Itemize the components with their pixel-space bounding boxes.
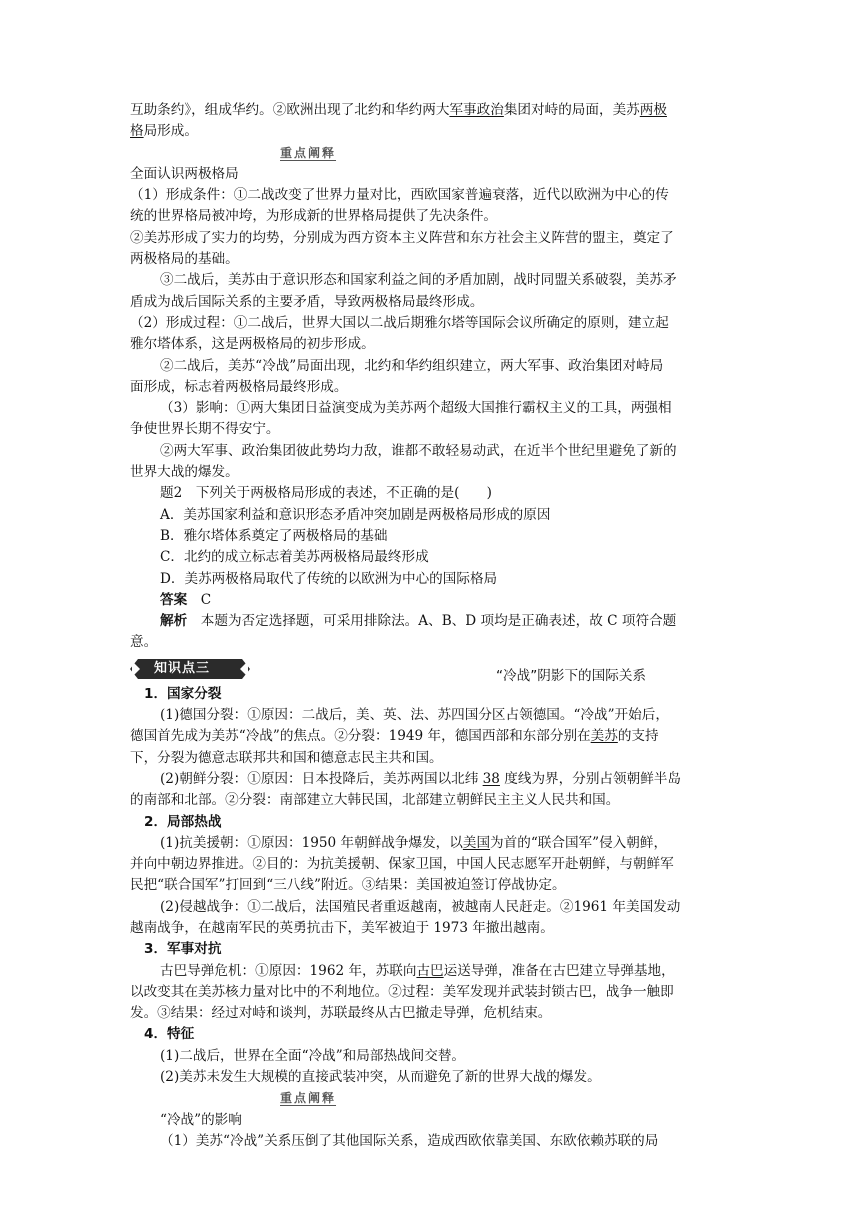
text-line: 面形成，标志着两极格局最终形成。	[130, 378, 348, 395]
text-line	[130, 100, 732, 121]
text-line: （3）影响：①两大集团日益演变成为美苏两个超级大国推行霸权主义的工具，两强相	[160, 400, 672, 417]
text-line	[130, 833, 732, 854]
option-c: C．北约的成立标志着美苏两极格局最终形成	[160, 549, 429, 566]
question-stem: 题2 下列关于两极格局形成的表述，不正确的是( )	[160, 485, 492, 502]
underlined-text: 美苏	[590, 728, 618, 745]
text-line	[130, 1067, 732, 1088]
text-line	[130, 918, 732, 939]
text-line: ②二战后，美苏“冷战”局面出现，北约和华约组织建立，两大军事、政治集团对峙局	[160, 357, 664, 374]
text-fragment: 互助条约》，组成华约。②欧洲出现了北约和华约两大	[130, 102, 450, 118]
text-fragment: 以改变其在美苏核力量对比中的不利地位。②过程：美军发现并武装封锁古巴，战争一触即	[130, 983, 674, 1000]
text-fragment: 的支持	[617, 728, 659, 745]
focus-label: 重点阐释	[280, 145, 337, 160]
text-line	[130, 748, 732, 769]
text-line: （1）形成条件：①二战改变了世界力量对比，西欧国家普遍衰落，近代以欧洲为中心的传	[130, 187, 669, 204]
option-a: A．美苏国家利益和意识形态矛盾冲突加剧是两极格局形成的原因	[160, 506, 551, 523]
section-header	[130, 656, 732, 682]
answer-line	[130, 590, 732, 611]
text-fragment: 越南战争，在越南军民的英勇抗击下，美军被迫于 1973 年撤出越南。	[130, 919, 554, 936]
block-title: 全面认识两极格局	[130, 165, 239, 182]
text-fragment: 下，分裂为德意志联邦共和国和德意志民主共和国。	[130, 749, 443, 766]
analysis-line	[130, 611, 732, 632]
text-fragment: 运送导弹，准备在古巴建立导弹基地，	[443, 962, 675, 979]
section-ribbon-label: 知识点三	[154, 660, 211, 676]
text-fragment: 发。③结果：经过对峙和谈判，苏联最终从古巴撤走导弹，危机结束。	[130, 1005, 552, 1022]
subheading: 2．局部热战	[144, 813, 222, 830]
text-line	[130, 1046, 732, 1067]
answer-label: 答案	[160, 591, 188, 608]
text-line	[130, 1003, 732, 1024]
focus-label: 重点阐释	[280, 1091, 337, 1106]
text-line	[130, 726, 732, 747]
text-line: 争使世界长期不得安宁。	[130, 421, 280, 438]
text-fragment: 德国首先成为美苏“冷战”的焦点。②分裂：1949 年，德国西部和东部分别在	[130, 728, 591, 745]
answer-value: C	[200, 591, 212, 608]
text-fragment: (2)美苏未发生大规模的直接武装冲突，从而避免了新的世界大战的爆发。	[160, 1069, 601, 1086]
underlined-text: 美国	[462, 834, 491, 851]
text-line: ②两大军事、政治集团彼此势均力敌，谁都不敢轻易动武，在近半个世纪里避免了新的	[160, 442, 677, 459]
subheading: 1．国家分裂	[144, 685, 222, 702]
text-fragment: 并向中朝边界推进。②目的：为抗美援朝、保家卫国，中国人民志愿军开赴朝鲜，与朝鲜军	[130, 856, 674, 873]
underlined-text: 军事政治	[449, 102, 504, 118]
analysis-label: 解析	[160, 613, 188, 630]
text-fragment: 集团对峙的局面，美苏	[503, 102, 640, 118]
text-line	[130, 769, 732, 790]
subheading: 3．军事对抗	[144, 941, 222, 958]
text-fragment: 的南部和北部。②分裂：南部建立大韩民国，北部建立朝鲜民主主义人民共和国。	[130, 792, 620, 809]
underlined-text: 38	[482, 770, 500, 787]
text-fragment: 民把“联合国军”打回到“三八线”附近。③结果：美国被迫签订停战协定。	[130, 877, 566, 894]
underlined-text: 两极	[639, 102, 667, 118]
text-fragment: 古巴导弹危机：①原因：1962 年，苏联向	[160, 962, 417, 979]
text-line	[130, 705, 732, 726]
text-line: 意。	[130, 634, 158, 651]
text-fragment: (1)德国分裂：①原因：二战后，美、英、法、苏四国分区占领德国。“冷战”开始后，	[160, 707, 669, 724]
text-line	[130, 854, 732, 875]
text-fragment: 局形成。	[143, 123, 198, 140]
text-line: 统的世界格局被冲垮，为形成新的世界格局提供了先决条件。	[130, 208, 498, 225]
underlined-text: 格	[130, 123, 144, 140]
section-title: “冷战”阴影下的国际关系	[496, 667, 647, 684]
option-d: D．美苏两极格局取代了传统的以欧洲为中心的国际格局	[160, 570, 498, 587]
text-line: ②美苏形成了实力的均势，分别成为西方资本主义阵营和东方社会主义阵营的盟主，奠定了	[130, 229, 674, 246]
subheading: 4．特征	[144, 1026, 195, 1043]
text-fragment: 度线为界，分别占领朝鲜半岛	[499, 770, 681, 787]
text-line: ③二战后，美苏由于意识形态和国家利益之间的矛盾加剧，战时同盟关系破裂，美苏矛	[160, 272, 677, 289]
option-b: B．雅尔塔体系奠定了两极格局的基础	[160, 527, 388, 544]
text-line: 两极格局的基础。	[130, 251, 239, 268]
block-title: “冷战”的影响	[160, 1111, 242, 1128]
text-fragment: (2)朝鲜分裂：①原因：日本投降后，美苏两国以北纬	[160, 770, 483, 787]
text-fragment: (1)抗美援朝：①原因：1950 年朝鲜战争爆发，以	[160, 834, 463, 851]
text-fragment: 为首的“联合国军”侵入朝鲜，	[490, 834, 668, 851]
document-page	[130, 100, 732, 1152]
text-line	[130, 121, 732, 142]
text-line: 世界大战的爆发。	[130, 464, 239, 481]
text-line	[130, 982, 732, 1003]
text-line: 雅尔塔体系，这是两极格局的初步形成。	[130, 336, 375, 353]
text-fragment: (1)二战后，世界在全面“冷战”和局部热战间交替。	[160, 1047, 466, 1064]
text-line: 盾成为战后国际关系的主要矛盾，导致两极格局最终形成。	[130, 293, 484, 310]
text-line: （1）美苏“冷战”关系压倒了其他国际关系，造成西欧依靠美国、东欧依赖苏联的局	[160, 1132, 659, 1149]
text-line	[130, 875, 732, 896]
text-line	[130, 897, 732, 918]
text-line: （2）形成过程：①二战后，世界大国以二战后期雅尔塔等国际会议所确定的原则，建立起	[130, 314, 669, 331]
underlined-text: 古巴	[416, 962, 444, 979]
analysis-text: 本题为否定选择题，可采用排除法。A、B、D 项均是正确表述，故 C 项符合题	[200, 613, 677, 630]
text-line	[130, 961, 732, 982]
text-fragment: (2)侵越战争：①二战后，法国殖民者重返越南，被越南人民赶走。②1961 年美国发动	[160, 898, 681, 915]
text-line	[130, 790, 732, 811]
